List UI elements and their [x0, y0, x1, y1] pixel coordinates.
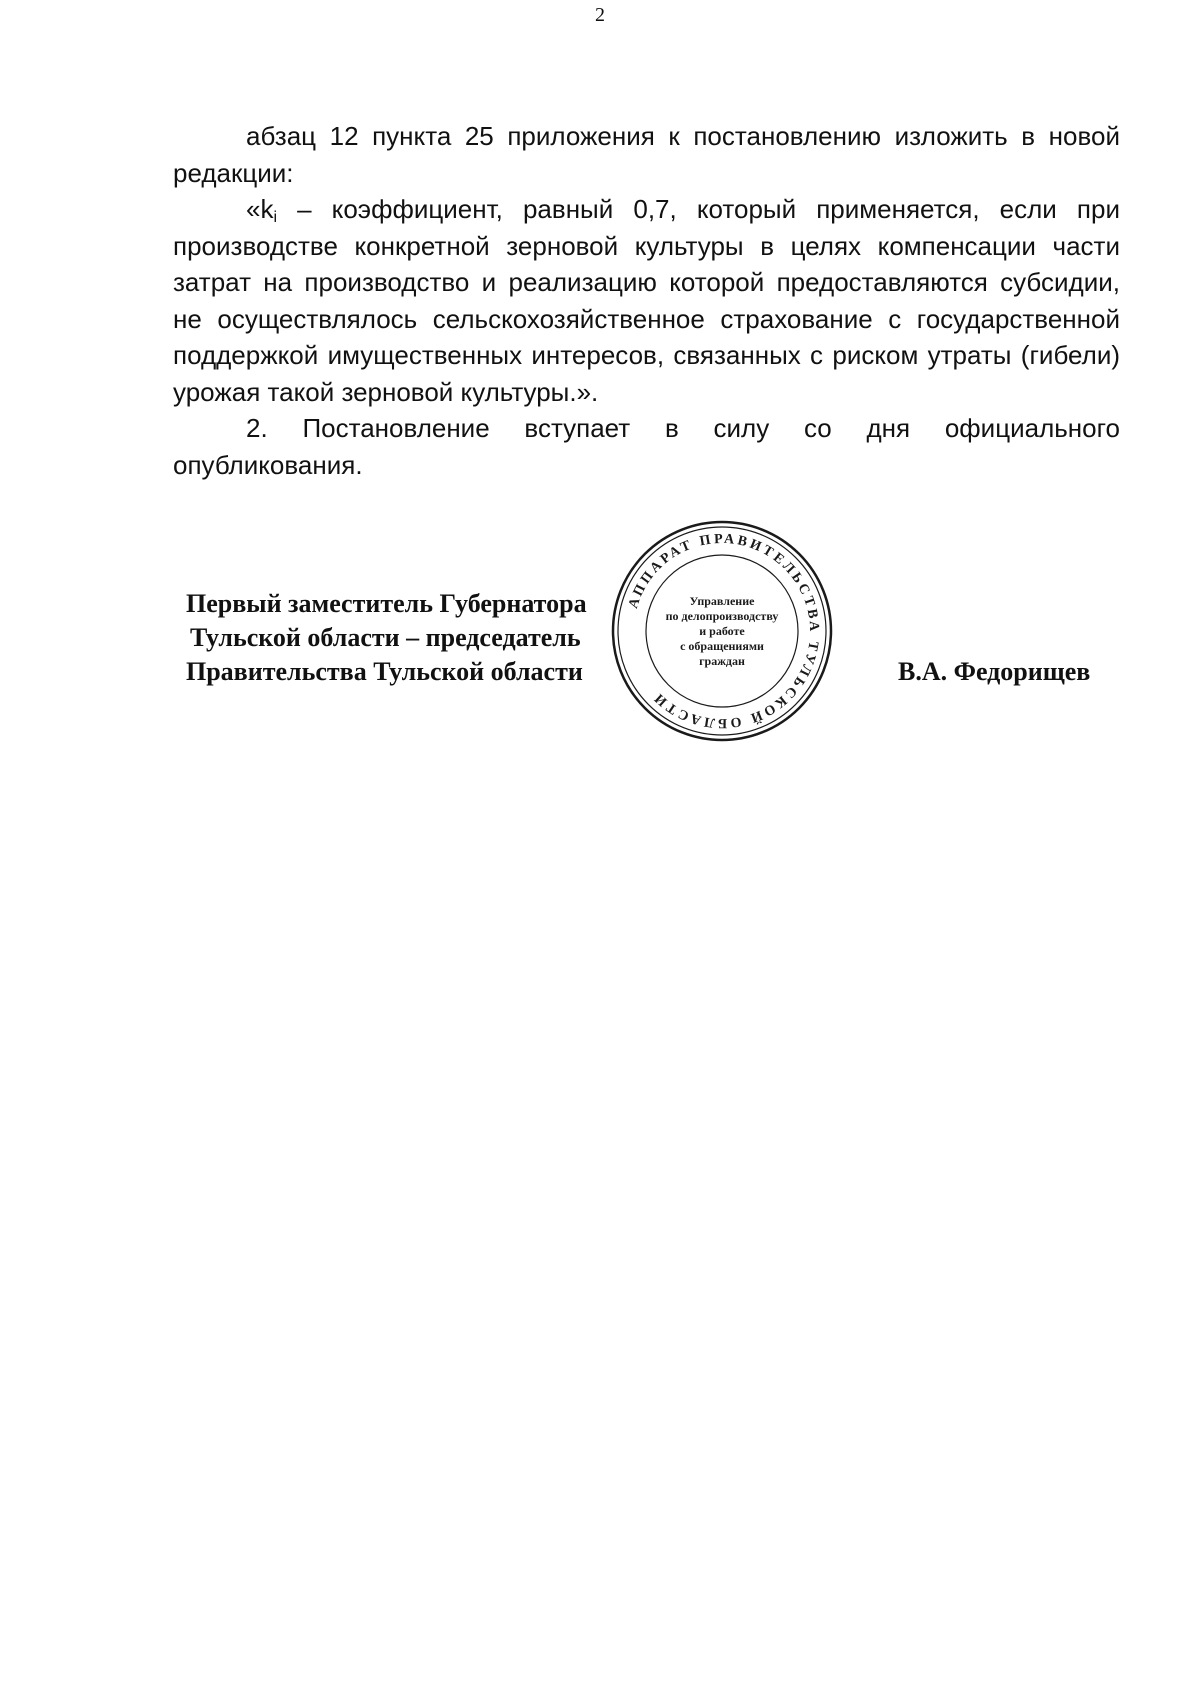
paragraph-amendment-intro: абзац 12 пункта 25 приложения к постановлению изложить в новой редакции: — [173, 121, 1120, 188]
coefficient-symbol: «k — [246, 194, 274, 224]
coefficient-definition-text: – коэффициент, равный 0,7, который применяется, если при производстве конкретной зерновой культуры в целях компенсации части затрат на производство и реализацию которой предоставляются субсидии, не осуществлялось сельскохозяйственное страхование с государственной поддержкой имущественных интересов, связанных с риском утраты (гибели) урожая такой зерновой культуры.». — [173, 194, 1120, 407]
paragraph-coefficient-definition — [173, 191, 1120, 410]
stamp-ring-text: АППАРАТ ПРАВИТЕЛЬСТВА ТУЛЬСКОЙ ОБЛАСТИ — [626, 531, 822, 731]
stamp-center-line: граждан — [699, 654, 745, 668]
stamp-center-line: с обращениями — [680, 639, 764, 653]
signatory-name: В.А. Федорищев — [898, 657, 1091, 686]
stamp-center-line: Управление — [689, 594, 755, 608]
coefficient-subscript: i — [273, 209, 278, 226]
stamp-center-line: и работе — [699, 624, 745, 638]
signatory-title-line-3: Правительства Тульской области — [186, 657, 583, 686]
signatory-title-line-2: Тульской области – председатель — [190, 623, 581, 652]
page-number: 2 — [595, 4, 605, 26]
signatory-title-line-1: Первый заместитель Губернатора — [186, 589, 587, 618]
paragraph-effective-date: 2. Постановление вступает в силу со дня официального опубликования. — [173, 413, 1120, 480]
stamp-center-line: по делопроизводству — [665, 609, 779, 623]
document-body — [173, 118, 1120, 483]
stamp-center-text — [646, 594, 798, 669]
